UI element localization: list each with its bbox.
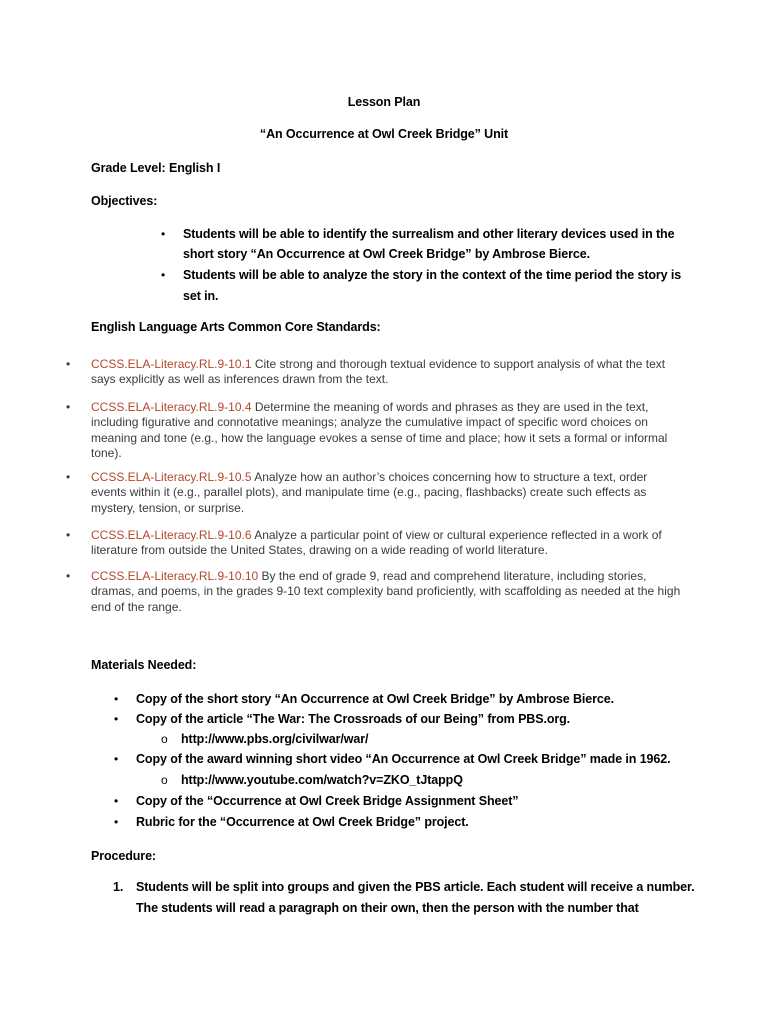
standard-code: CCSS.ELA-Literacy.RL.9-10.4: [91, 400, 252, 414]
material-bullet: •: [114, 752, 119, 766]
objective-2-line-1: Students will be able to analyze the story in the context of the time period the story is: [183, 268, 682, 282]
standard-bullet: •: [66, 569, 71, 583]
material-item: Copy of the short story “An Occurrence at Owl Creek Bridge” by Ambrose Bierce.: [136, 692, 614, 706]
objective-bullet: •: [161, 227, 166, 241]
material-link[interactable]: http://www.youtube.com/watch?v=ZKO_tJtappQ: [181, 773, 463, 787]
material-item: Rubric for the “Occurrence at Owl Creek Bridge” project.: [136, 815, 469, 829]
objective-1-line-2: short story “An Occurrence at Owl Creek Bridge” by Ambrose Bierce.: [183, 247, 590, 261]
material-link[interactable]: http://www.pbs.org/civilwar/war/: [181, 732, 369, 746]
material-sub-bullet: o: [161, 732, 168, 746]
standard-bullet: •: [66, 470, 71, 484]
material-bullet: •: [114, 712, 119, 726]
material-item: Copy of the award winning short video “An Occurrence at Owl Creek Bridge” made in 1962.: [136, 752, 671, 766]
procedure-heading: Procedure:: [91, 849, 156, 863]
standard-bullet: •: [66, 400, 71, 414]
material-bullet: •: [114, 692, 119, 706]
standard-bullet: •: [66, 528, 71, 542]
standard-item: [91, 357, 681, 388]
standards-heading: English Language Arts Common Core Standards:: [91, 320, 381, 334]
procedure-step-number: 1.: [113, 880, 124, 894]
material-item: Copy of the article “The War: The Crossroads of our Being” from PBS.org.: [136, 712, 571, 726]
procedure-step-line-1: Students will be split into groups and given the PBS article. Each student will receive a number.: [136, 880, 695, 894]
objective-2-line-2: set in.: [183, 289, 219, 303]
standard-code: CCSS.ELA-Literacy.RL.9-10.1: [91, 357, 252, 371]
standard-text: Cite strong and thorough textual evidence to support analysis of what the text says explicitly as well as inferences drawn from the text.: [91, 357, 666, 387]
standard-text: Analyze how an author’s choices concerning how to structure a text, order events within it (e.g., parallel plots), and manipulate time (e.g., pacing, flashbacks) create such effects as mystery, tension, or surprise.: [91, 470, 648, 515]
grade-value: English I: [169, 161, 221, 175]
standard-code: CCSS.ELA-Literacy.RL.9-10.6: [91, 528, 252, 542]
standard-text: By the end of grade 9, read and comprehend literature, including stories, dramas, and poems, in the grades 9-10 text complexity band proficiently, with scaffolding as needed at the high end of the range.: [91, 569, 681, 614]
objective-1-line-1: Students will be able to identify the surrealism and other literary devices used in the: [183, 227, 675, 241]
standard-text: Determine the meaning of words and phrases as they are used in the text, including figurative and connotative meanings; analyze the cumulative impact of specific word choices on meaning and tone (e.g., how the language evokes a sense of time and place; how it sets a formal or informal tone).: [91, 400, 668, 460]
standard-item: [91, 400, 681, 461]
objective-bullet: •: [161, 268, 166, 282]
standard-code: CCSS.ELA-Literacy.RL.9-10.10: [91, 569, 259, 583]
standard-item: [91, 569, 681, 615]
material-sub-bullet: o: [161, 773, 168, 787]
standard-bullet: •: [66, 357, 71, 371]
document-title: Lesson Plan: [347, 95, 421, 109]
standard-code: CCSS.ELA-Literacy.RL.9-10.5: [91, 470, 252, 484]
materials-heading: Materials Needed:: [91, 658, 197, 672]
standard-text: Analyze a particular point of view or cultural experience reflected in a work of literature from outside the United States, drawing on a wide reading of world literature.: [91, 528, 662, 558]
objectives-heading: Objectives:: [91, 194, 158, 208]
material-bullet: •: [114, 794, 119, 808]
material-bullet: •: [114, 815, 119, 829]
standard-item: [91, 528, 681, 559]
procedure-step-line-2: The students will read a paragraph on their own, then the person with the number that: [136, 901, 639, 915]
material-item: Copy of the “Occurrence at Owl Creek Bridge Assignment Sheet”: [136, 794, 519, 808]
standard-item: [91, 470, 681, 516]
grade-label: Grade Level:: [91, 161, 166, 175]
unit-title: “An Occurrence at Owl Creek Bridge” Unit: [259, 127, 509, 141]
